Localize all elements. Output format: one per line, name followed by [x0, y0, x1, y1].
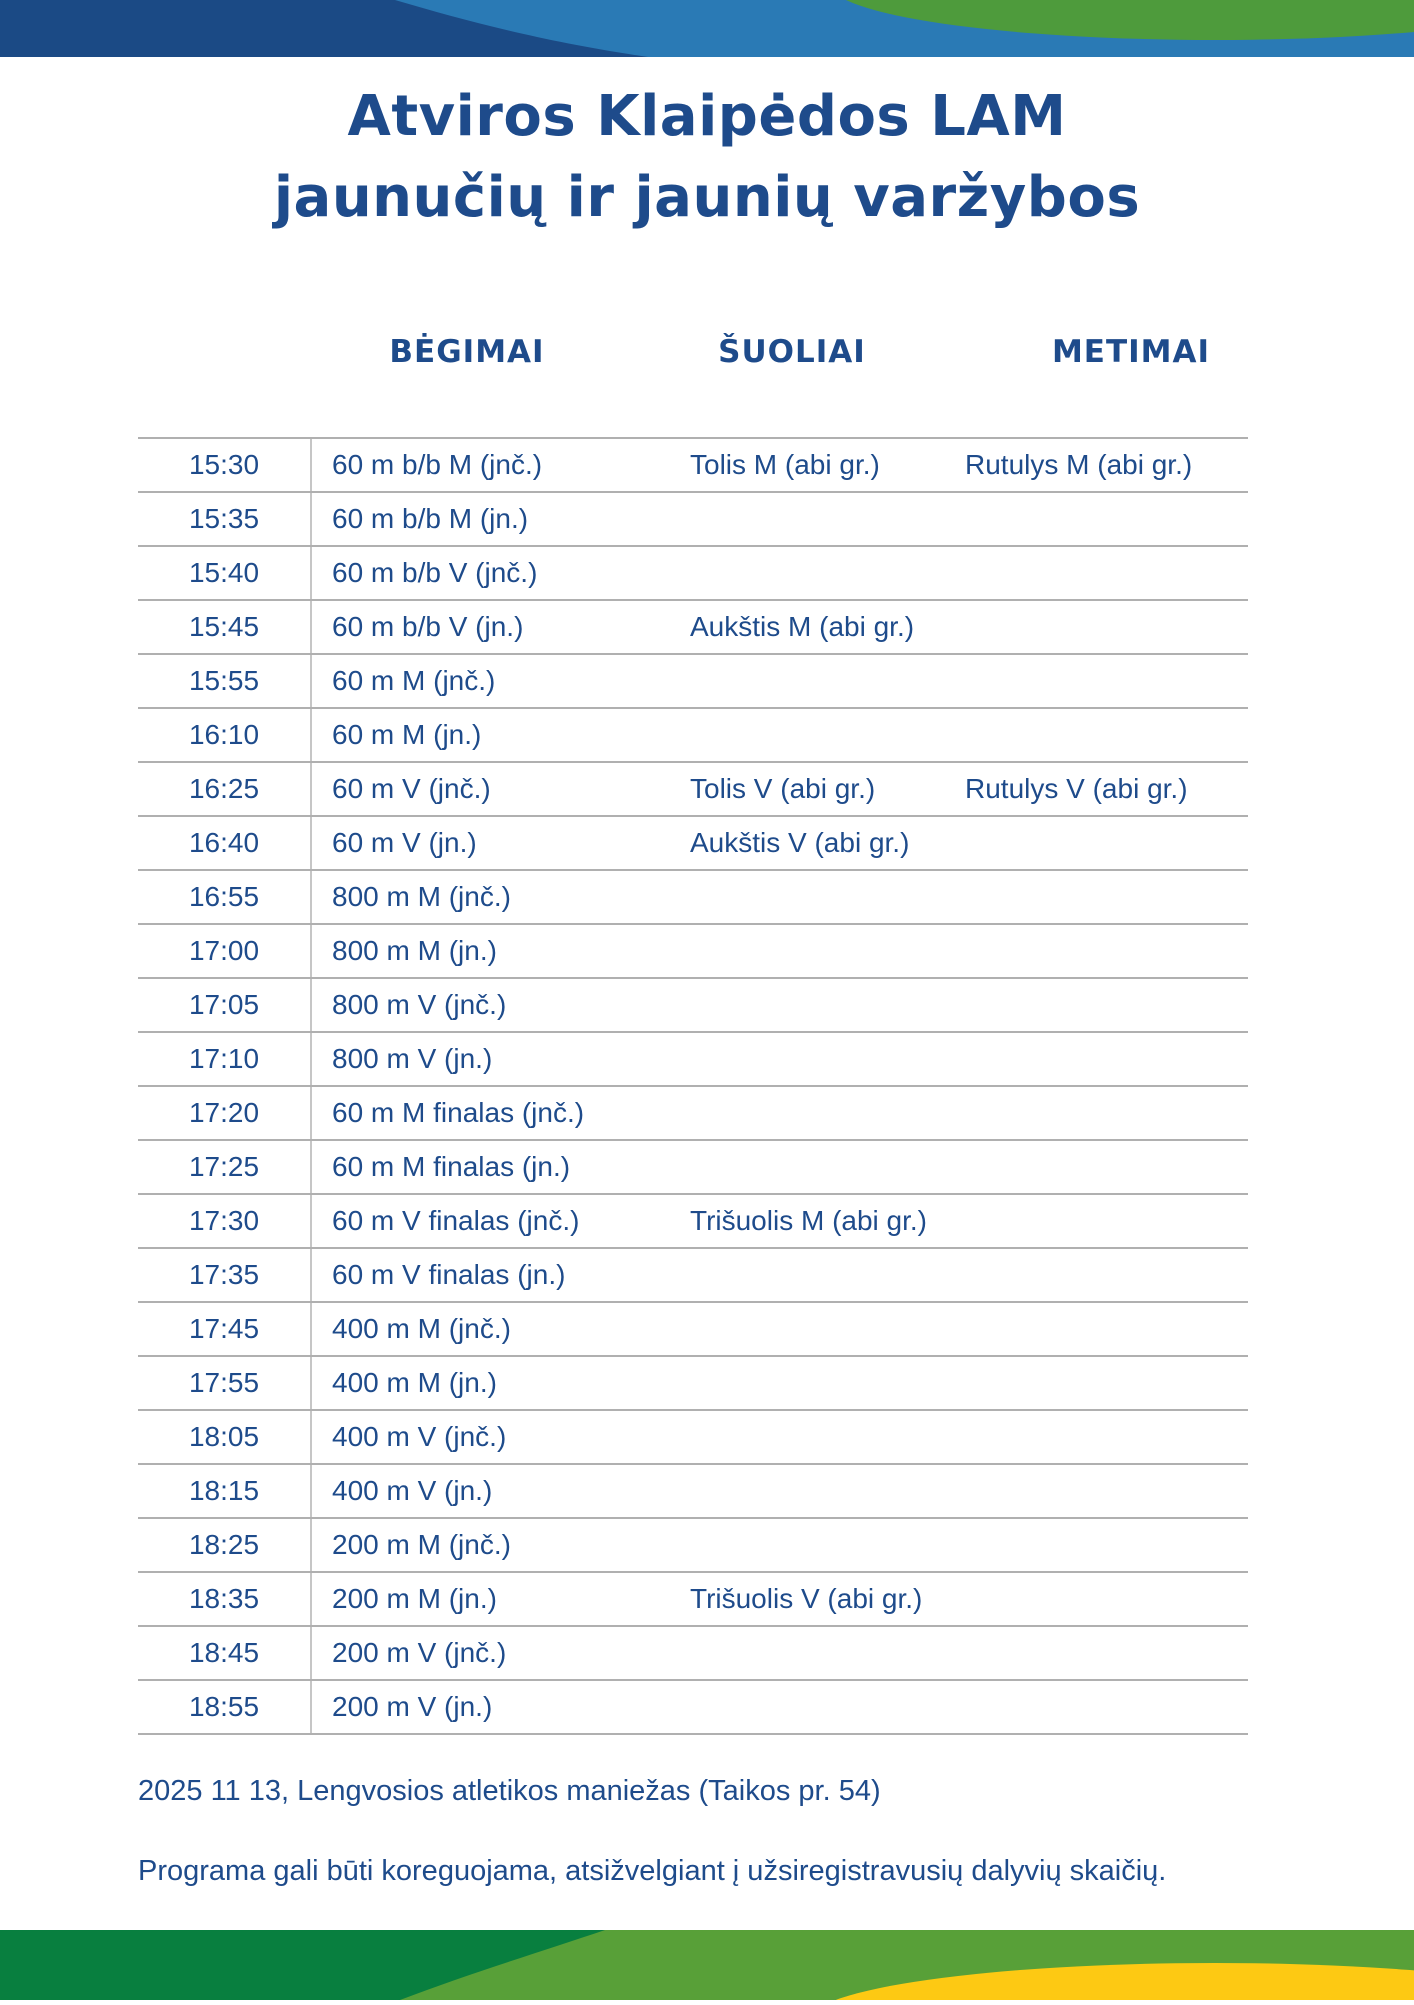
time-cell: 15:45: [138, 601, 312, 653]
schedule-row: [138, 817, 1248, 871]
run-event-cell: 60 m V finalas (jn.): [332, 1259, 566, 1290]
run-event-cell: 400 m M (jn.): [332, 1367, 497, 1398]
schedule-row: [138, 709, 1248, 763]
program-note-text: Programa gali būti koreguojama, atsižvelgiant į užsiregistravusių dalyvių skaičių.: [138, 1855, 1167, 1887]
column-header-jumps: ŠUOLIAI: [718, 334, 866, 370]
run-event-cell: 60 m M finalas (jn.): [332, 1151, 571, 1182]
run-event-cell: 800 m M (jnč.): [332, 881, 511, 912]
run-event-cell: 200 m V (jnč.): [332, 1637, 507, 1668]
schedule-row: [138, 1681, 1248, 1735]
schedule-row: [138, 547, 1248, 601]
page-title-line2: jaunučių ir jaunių varžybos: [273, 165, 1141, 231]
schedule-row: [138, 871, 1248, 925]
jump-event-cell: Tolis V (abi gr.): [690, 773, 876, 804]
time-cell: 18:45: [138, 1627, 312, 1679]
schedule-row: [138, 1465, 1248, 1519]
schedule-row: [138, 439, 1248, 493]
time-cell: 17:20: [138, 1087, 312, 1139]
schedule-row: [138, 1141, 1248, 1195]
time-cell: 17:10: [138, 1033, 312, 1085]
run-event-cell: 60 m b/b M (jn.): [332, 503, 529, 534]
throw-event-cell: Rutulys V (abi gr.): [965, 773, 1188, 804]
bottom-wave-decoration: [0, 1930, 1414, 2000]
column-headers: [0, 334, 1414, 374]
run-event-cell: 200 m M (jnč.): [332, 1529, 511, 1560]
top-wave-decoration: [0, 0, 1414, 57]
time-cell: 16:55: [138, 871, 312, 923]
run-event-cell: 800 m V (jnč.): [332, 989, 507, 1020]
bottom-wave-svg: [0, 1930, 1414, 2000]
run-event-cell: 60 m M (jn.): [332, 719, 482, 750]
schedule-row: [138, 1195, 1248, 1249]
column-header-throws: METIMAI: [1051, 334, 1211, 370]
run-event-cell: 60 m V (jnč.): [332, 773, 491, 804]
run-event-cell: 60 m M (jnč.): [332, 665, 496, 696]
time-cell: 17:35: [138, 1249, 312, 1301]
time-cell: 17:30: [138, 1195, 312, 1247]
time-cell: 15:35: [138, 493, 312, 545]
time-cell: 18:35: [138, 1573, 312, 1625]
run-event-cell: 60 m b/b V (jnč.): [332, 557, 538, 588]
time-cell: 18:05: [138, 1411, 312, 1463]
page-title: [0, 76, 1414, 238]
jump-event-cell: Trišuolis V (abi gr.): [690, 1583, 923, 1614]
schedule-row: [138, 1627, 1248, 1681]
time-cell: 16:40: [138, 817, 312, 869]
run-event-cell: 400 m M (jnč.): [332, 1313, 511, 1344]
run-event-cell: 60 m V (jn.): [332, 827, 477, 858]
schedule-row: [138, 1573, 1248, 1627]
time-cell: 17:45: [138, 1303, 312, 1355]
run-event-cell: 800 m V (jn.): [332, 1043, 493, 1074]
top-wave-svg: [0, 0, 1414, 57]
time-cell: 15:55: [138, 655, 312, 707]
column-header-runs: BĖGIMAI: [389, 334, 545, 370]
run-event-cell: 60 m M finalas (jnč.): [332, 1097, 585, 1128]
run-event-cell: 200 m V (jn.): [332, 1691, 493, 1722]
run-event-cell: 60 m V finalas (jnč.): [332, 1205, 580, 1236]
time-cell: 18:15: [138, 1465, 312, 1517]
time-cell: 16:25: [138, 763, 312, 815]
schedule-row: [138, 1519, 1248, 1573]
schedule-row: [138, 1357, 1248, 1411]
run-event-cell: 200 m M (jn.): [332, 1583, 497, 1614]
page-title-line1: Atviros Klaipėdos LAM: [347, 84, 1067, 149]
time-cell: 15:40: [138, 547, 312, 599]
date-venue-text: 2025 11 13, Lengvosios atletikos maniežas (Taikos pr. 54): [138, 1775, 881, 1807]
schedule-row: [138, 493, 1248, 547]
run-event-cell: 60 m b/b V (jn.): [332, 611, 524, 642]
schedule-row: [138, 1411, 1248, 1465]
schedule-row: [138, 763, 1248, 817]
time-cell: 15:30: [138, 439, 312, 491]
schedule-row: [138, 1249, 1248, 1303]
jump-event-cell: Trišuolis M (abi gr.): [690, 1205, 928, 1236]
run-event-cell: 800 m M (jn.): [332, 935, 497, 966]
run-event-cell: 400 m V (jnč.): [332, 1421, 507, 1452]
jump-event-cell: Tolis M (abi gr.): [690, 449, 880, 480]
time-cell: 16:10: [138, 709, 312, 761]
jump-event-cell: Aukštis M (abi gr.): [690, 611, 915, 642]
schedule-row: [138, 655, 1248, 709]
run-event-cell: 400 m V (jn.): [332, 1475, 493, 1506]
time-cell: 17:55: [138, 1357, 312, 1409]
schedule-table: [138, 437, 1248, 1735]
schedule-row: [138, 601, 1248, 655]
jump-event-cell: Aukštis V (abi gr.): [690, 827, 910, 858]
time-cell: 17:00: [138, 925, 312, 977]
schedule-row: [138, 979, 1248, 1033]
schedule-row: [138, 1303, 1248, 1357]
schedule-row: [138, 1087, 1248, 1141]
schedule-row: [138, 925, 1248, 979]
time-cell: 17:05: [138, 979, 312, 1031]
time-cell: 18:55: [138, 1681, 312, 1733]
run-event-cell: 60 m b/b M (jnč.): [332, 449, 543, 480]
time-cell: 17:25: [138, 1141, 312, 1193]
throw-event-cell: Rutulys M (abi gr.): [965, 449, 1193, 480]
time-cell: 18:25: [138, 1519, 312, 1571]
schedule-row: [138, 1033, 1248, 1087]
